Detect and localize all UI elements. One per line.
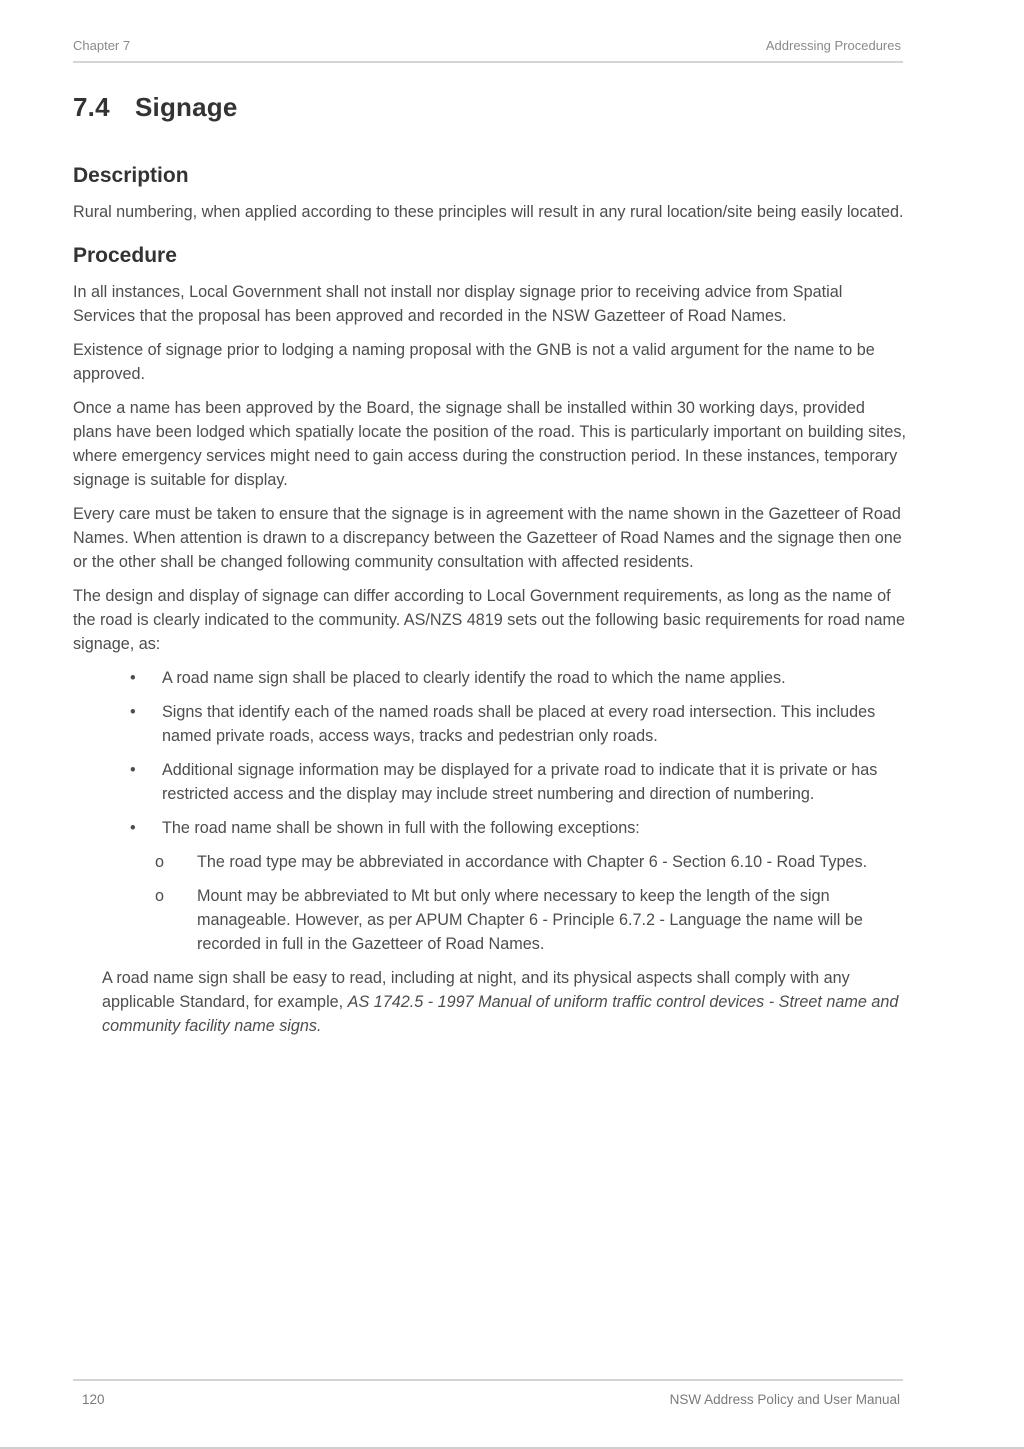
bullet-marker: • [130, 669, 136, 687]
section-number: 7.4 [73, 92, 110, 122]
sub-list-item [73, 884, 908, 956]
section-title [73, 92, 238, 123]
procedure-paragraph: In all instances, Local Government shall not install nor display signage prior to receiving advice from Spatial Services that the proposal has been approved and recorded in the NSW Gazetteer of Road Names. [73, 283, 843, 325]
procedure-paragraph: Once a name has been approved by the Board, the signage shall be installed within 30 working days, provided plans have been lodged which spatially locate the position of the road. This is particularly important on building sites, where emergency services might need to gain access during the construction period. In these instances, temporary signage is suitable for display. [73, 399, 906, 489]
requirements-list [73, 666, 908, 840]
list-item-text: Additional signage information may be displayed for a private road to indicate that it is private or has restricted access and the display may include street numbering and direction of numbering. [162, 761, 878, 803]
exceptions-list [73, 850, 908, 956]
sub-list-item-text: The road type may be abbreviated in accordance with Chapter 6 - Section 6.10 - Road Types. [197, 853, 868, 871]
list-item [73, 758, 908, 806]
sub-bullet-marker: o [155, 887, 165, 905]
section-title-text: Signage [135, 92, 238, 122]
closing-text: A road name sign shall be easy to read, including at night, and its physical aspects shall comply with any applicable Standard, for example, [102, 969, 850, 1011]
procedure-paragraph: The design and display of signage can differ according to Local Government requirements, as long as the name of the road is clearly indicated to the community. AS/NZS 4819 sets out the following basic requirements for road name signage, as: [73, 587, 905, 653]
list-item-text: A road name sign shall be placed to clearly identify the road to which the name applies. [162, 669, 786, 687]
list-item-text: Signs that identify each of the named roads shall be placed at every road intersection. This includes named private roads, access ways, tracks and pedestrian only roads. [162, 703, 876, 745]
bullet-marker: • [130, 703, 136, 721]
header-chapter: Chapter 7 [73, 38, 131, 53]
description-heading: Description [73, 164, 189, 187]
description-text: Rural numbering, when applied according to these principles will result in any rural location/site being easily located. [73, 203, 904, 221]
sub-bullet-marker: o [155, 853, 165, 871]
page-number: 120 [82, 1392, 105, 1407]
list-item [73, 666, 908, 690]
procedure-heading: Procedure [73, 244, 177, 267]
closing-paragraph [73, 966, 908, 1038]
document-title: NSW Address Policy and User Manual [669, 1392, 900, 1407]
list-item-text: The road name shall be shown in full with the following exceptions: [162, 819, 640, 837]
procedure-paragraph: Existence of signage prior to lodging a naming proposal with the GNB is not a valid argument for the name to be approved. [73, 341, 875, 383]
sub-list-item [73, 850, 908, 874]
procedure-paragraph: Every care must be taken to ensure that the signage is in agreement with the name shown in the Gazetteer of Road Names. When attention is drawn to a discrepancy between the Gazetteer of Road Names and the signage then one or the other shall be changed following community consultation with affected residents. [73, 505, 902, 571]
standard-reference: AS 1742.5 - 1997 Manual of uniform traffic control devices - Street name and community facility name signs. [102, 993, 899, 1035]
list-item [73, 700, 908, 748]
main-content [73, 164, 908, 1038]
header-divider [73, 61, 903, 63]
list-item [73, 816, 908, 840]
sub-list-item-text: Mount may be abbreviated to Mt but only where necessary to keep the length of the sign manageable. However, as per APUM Chapter 6 - Principle 6.7.2 - Language the name will be recorded in full in the Gazetteer of Road Names. [197, 887, 863, 953]
bullet-marker: • [130, 761, 136, 779]
bullet-marker: • [130, 819, 136, 837]
header-section-name: Addressing Procedures [765, 38, 901, 53]
footer-divider [73, 1379, 903, 1381]
